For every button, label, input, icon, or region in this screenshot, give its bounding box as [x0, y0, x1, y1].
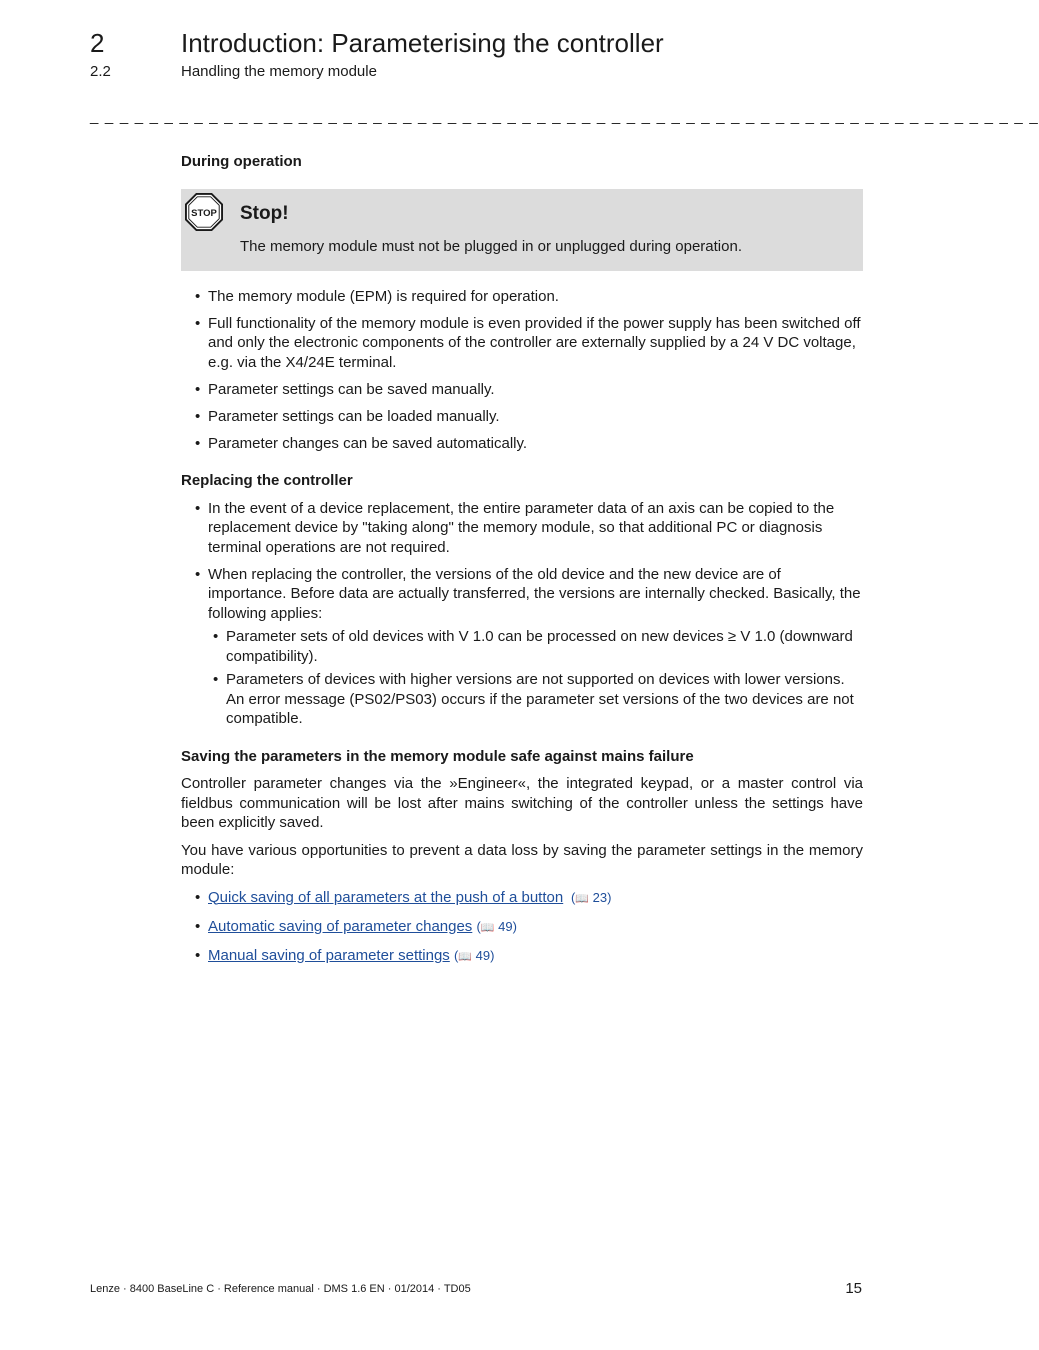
section-title: Handling the memory module — [181, 63, 377, 80]
operation-list — [181, 287, 863, 454]
stop-notice — [181, 189, 863, 271]
book-icon: 📖 — [480, 921, 495, 934]
link-automatic-saving[interactable]: Automatic saving of parameter changes — [208, 917, 473, 935]
list-item: • The memory module (EPM) is required for operation. — [181, 287, 863, 307]
list-item — [181, 888, 863, 910]
list-item: • Full functionality of the memory module is even provided if the power supply has been switched off and only the electronic components of the controller are externally supplied by a 24 V DC voltage, e.g. via the X4/24E terminal. — [181, 314, 863, 373]
list-item: • Parameter changes can be saved automatically. — [181, 434, 863, 454]
list-item: • Parameter settings can be saved manually. — [181, 380, 863, 400]
book-icon: 📖 — [458, 950, 473, 963]
heading-during-operation: During operation — [181, 153, 302, 170]
sub-list-item: • Parameters of devices with higher versions are not supported on devices with lower versions. An error message (PS02/PS03) occurs if the parameter set versions of the two devices are not compatible. — [208, 670, 863, 729]
saving-paragraph-2: You have various opportunities to prevent a data loss by saving the parameter settings in the memory module: — [181, 841, 863, 878]
stop-sign-label: STOP — [191, 207, 217, 219]
main-content — [181, 152, 863, 975]
list-item — [181, 946, 863, 968]
book-icon: 📖 — [575, 892, 590, 905]
saving-paragraph-1: Controller parameter changes via the »Engineer«, the integrated keypad, or a master control via fieldbus communication will be lost after mains switching of the controller unless the settings have been explicitly saved. — [181, 775, 863, 831]
heading-replacing-controller: Replacing the controller — [181, 472, 353, 489]
list-item-text: When replacing the controller, the versions of the old device and the new device are of importance. Before data are actually transferred, the versions are internally checked. Basically, the following applies: — [208, 565, 861, 622]
link-manual-saving[interactable]: Manual saving of parameter settings — [208, 946, 450, 964]
list-item — [181, 917, 863, 939]
heading-saving-parameters: Saving the parameters in the memory module safe against mains failure — [181, 747, 694, 765]
header-divider: _ _ _ _ _ _ _ _ _ _ _ _ _ _ _ _ _ _ _ _ _ _ _ _ _ _ _ _ _ _ _ _ _ _ _ _ _ _ _ _ _ _ _ _ _ _ _ _ _ _ _ _ _ _ _ _ _ _ _ _ _ _ _ _ — [90, 108, 1039, 125]
section-number: 2.2 — [90, 63, 111, 80]
stop-sign-icon — [185, 193, 223, 231]
page-number: 15 — [845, 1280, 862, 1297]
page-ref[interactable]: (📖 49) — [476, 919, 516, 934]
page-ref[interactable]: (📖 49) — [454, 948, 494, 963]
footer-text: Lenze · 8400 BaseLine C · Reference manual · DMS 1.6 EN · 01/2014 · TD05 — [90, 1283, 471, 1295]
chapter-title: Introduction: Parameterising the controller — [181, 28, 664, 58]
list-item: • In the event of a device replacement, the entire parameter data of an axis can be copied to the replacement device by "taking along" the memory module, so that additional PC or diagnosis terminal operations are not required. — [181, 499, 863, 558]
sub-list-item: • Parameter sets of old devices with V 1.0 can be processed on new devices ≥ V 1.0 (downward compatibility). — [208, 627, 863, 666]
page-ref[interactable]: (📖 23) — [567, 890, 611, 905]
link-quick-saving[interactable]: Quick saving of all parameters at the push of a button — [208, 888, 564, 906]
stop-title: Stop! — [240, 202, 289, 224]
chapter-number: 2 — [90, 28, 105, 58]
stop-text: The memory module must not be plugged in or unplugged during operation. — [240, 237, 742, 255]
list-item: • Parameter settings can be loaded manually. — [181, 407, 863, 427]
saving-links-list — [181, 888, 863, 968]
version-sub-list — [208, 627, 863, 729]
list-item — [181, 565, 863, 729]
replacing-list — [181, 499, 863, 729]
